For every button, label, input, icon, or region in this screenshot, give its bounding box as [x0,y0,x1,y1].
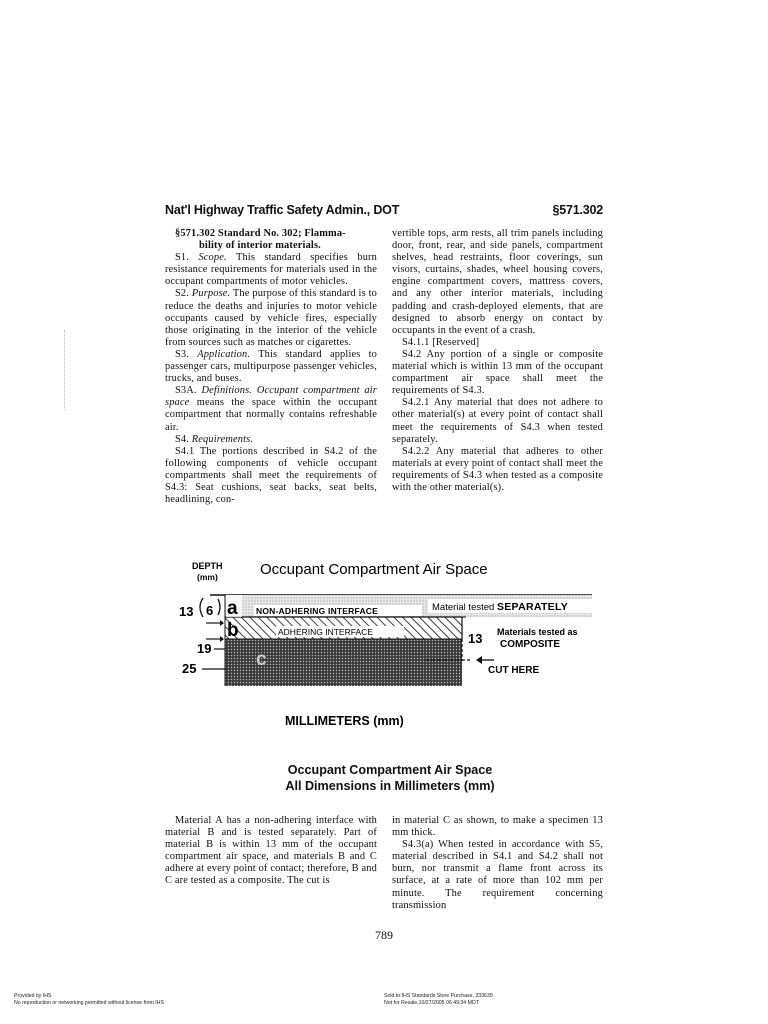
footer-right-line1: Sold to:IHS Standards Store Purchase, 333639 [384,993,493,999]
footer-left-line1: Provided by IHS [14,993,52,999]
footer-right-line2: Not for Resale,10/27/2005 06:49:34 MDT [384,999,479,1006]
standard-title-line1: §571.302 Standard No. 302; Flamma- [175,228,346,239]
section-s4-2-1: S4.2.1 Any material that does not adhere to other material(s) at every point of contact shall meet the requirements of S4.3 when tested separately. [392,397,603,445]
dim-6: 6 [206,603,214,618]
footer-left-line2: No reproduction or networking permitted without license from IHS [14,999,164,1006]
dim-13-right: 13 [468,631,483,646]
layer-c-label: c [256,649,267,670]
column-3 [165,815,377,888]
brace-left [200,598,203,617]
layer-b-label: b [227,620,239,641]
section-s4-1-1: S4.1.1 [Reserved] [402,336,480,348]
section-s4: S4. Requirements. [175,433,254,445]
arrow-b-head [220,620,224,626]
explanation-paragraph: Material A has a non-adhering interface with material B and is tested separately. Part of material B is within 13 mm of the occupant compartment air space, and materials B and C adhere at every point of contact; therefore, B and C are tested as a composite. The cut is [165,815,377,887]
caption-line2: All Dimensions in Millimeters (mm) [285,779,495,793]
section-s4-3a: S4.3(a) When tested in accordance with S5, material described in S4.1 and S4.2 shall not burn, nor transmit a flame front across its surface, at a rate of more than 102 mm per minute. The requirement concerning transmission [392,839,603,911]
cut-arrow-head [476,656,482,664]
column-4 [392,815,603,912]
section-s4-2: S4.2 Any portion of a single or composite material which is within 13 mm of the occupant compartment air space shall meet the requirements of S4.3. [392,348,603,397]
section-s1: S1. Scope. This standard specifies burn resistance requirements for materials used in the occupant compartments of motor vehicles. [165,252,377,288]
depth-label: DEPTH [192,561,223,571]
mm-label: (mm) [197,572,218,582]
page-number: 789 [375,928,393,942]
section-s3a: S3A. Definitions. Occupant compartment air space means the space within the occupant compartment that normally contains refreshable air. [165,385,377,433]
adhering-label: ADHERING INTERFACE [278,627,373,637]
running-header [165,203,603,221]
section-s4-1: S4.1 The portions described in S4.2 of the following components of vehicle occupant compartments shall meet the requirements of S4.3: Seat cushions, seat backs, seat belts, headlining, con- [165,445,377,506]
section-s2: S2. Purpose. The purpose of this standard is to reduce the deaths and injuries to motor vehicle occupants caused by vehicle fires, especially those originating in the interior of the vehicle from sources such as matches or cigarettes. [165,288,377,348]
column-2 [392,228,603,494]
header-section: §571.302 [552,203,603,217]
header-agency: Nat'l Highway Traffic Safety Admin., DOT [165,203,400,217]
paragraph-continued: vertible tops, arm rests, all trim panels including door, front, rear, and side panels, compartment shelves, head restraints, floor coverings, sun visors, curtains, shades, wheel housing covers, engine compartment covers, mattress covers, and any other interior materials, including padding and crash-deployed elements, that are designed to absorb energy on contact by occupants in the event of a crash. [392,228,603,336]
dim-19: 19 [197,641,212,656]
composite-line1: Materials tested as [497,627,578,637]
millimeters-label: MILLIMETERS (mm) [285,714,404,728]
figure-caption [190,762,590,794]
explanation-continued: in material C as shown, to make a specimen 13 mm thick. [392,815,603,839]
cut-here-label: CUT HERE [488,665,540,676]
scan-artifact [64,330,66,410]
dim-13: 13 [179,604,194,619]
footer-right [384,993,493,1006]
dim-25: 25 [182,661,197,676]
footer-left [14,993,164,1006]
caption-line1: Occupant Compartment Air Space [287,763,493,777]
column-1 [165,228,377,506]
standard-title [165,228,377,252]
composite-line2: COMPOSITE [500,639,561,650]
layer-a-label: a [227,598,238,619]
standard-title-line2: bility of interior materials. [199,240,321,252]
section-s4-2-2: S4.2.2 Any material that adheres to other materials at every point of contact shall meet the requirements of S4.3 when tested as a composite with the other material(s). [392,445,603,493]
tested-separately-label: Material tested SEPARATELY [432,601,569,613]
diagram-title: Occupant Compartment Air Space [260,561,488,578]
non-adhering-label: NON-ADHERING INTERFACE [256,606,378,616]
arrow-mid-head [220,636,224,642]
brace-right [218,599,220,615]
section-s3: S3. Application. This standard applies to passenger cars, multipurpose passenger vehicles, trucks, and buses. [165,348,377,385]
